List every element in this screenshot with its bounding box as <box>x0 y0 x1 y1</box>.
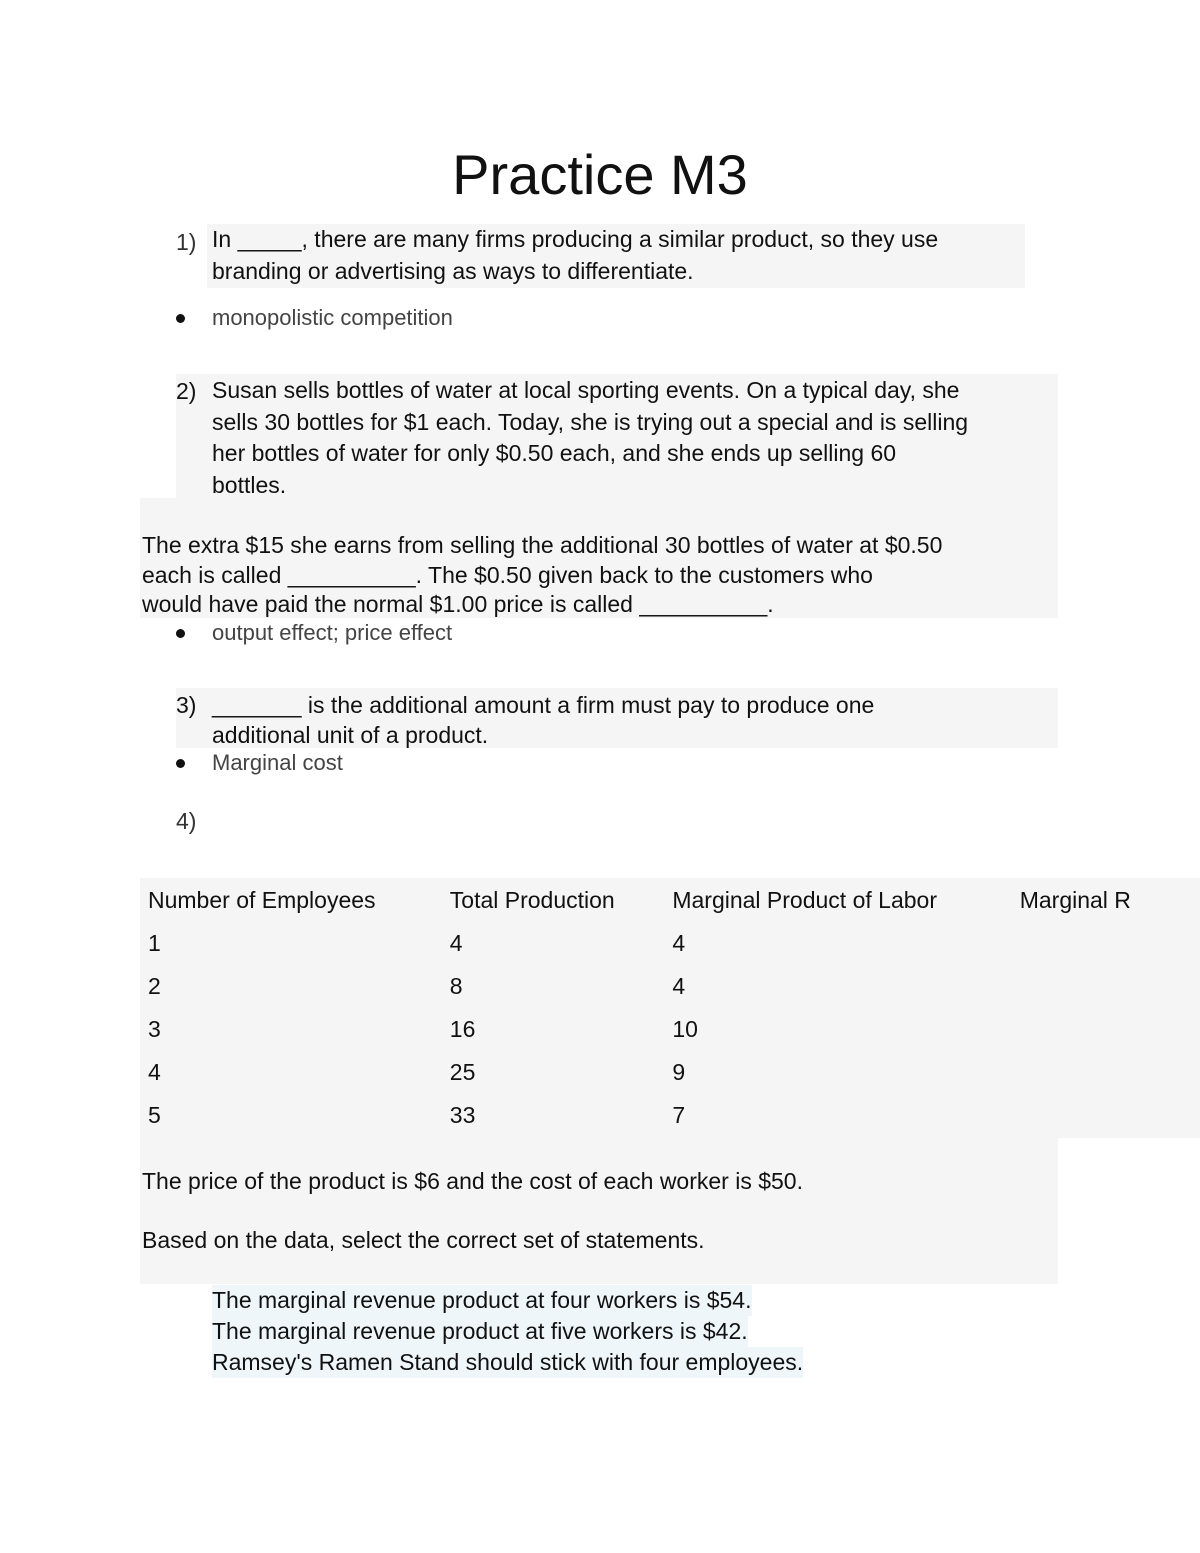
bullet-icon <box>176 629 185 638</box>
table-row <box>148 1094 1200 1137</box>
data-table-wrapper <box>148 879 1200 1137</box>
question-2-line-4: bottles. <box>212 472 287 498</box>
table-cell: 3 <box>148 1016 161 1042</box>
table-cell: 4 <box>672 973 686 999</box>
table-cell <box>1020 1008 1200 1051</box>
statement-item: The marginal revenue product at five workers is $42. <box>212 1316 748 1347</box>
table-cell: 9 <box>672 1059 686 1085</box>
bullet-icon <box>176 759 185 768</box>
bullet-icon <box>176 314 185 323</box>
question-2-line-2: sells 30 bottles for $1 each. Today, she is trying out a special and is selling <box>212 409 969 435</box>
question-3-line-2: additional unit of a product. <box>212 722 489 748</box>
table-cell: 2 <box>148 973 161 999</box>
question-3-answer: Marginal cost <box>212 750 343 775</box>
table-header-cell: Marginal Product of Labor <box>672 887 937 913</box>
table-cell <box>1020 965 1200 1008</box>
table-cell <box>1020 922 1200 965</box>
table-header-cell: Marginal R <box>1019 887 1131 913</box>
table-cell: 10 <box>672 1016 698 1042</box>
question-2-number: 2) <box>176 378 197 404</box>
question-4-price-text: The price of the product is $6 and the cost of each worker is $50. <box>142 1168 803 1194</box>
table-row <box>148 1051 1200 1094</box>
question-2-followup-line-2: each is called __________. The $0.50 given back to the customers who <box>142 562 873 588</box>
table-cell <box>1020 1094 1200 1137</box>
table-cell: 8 <box>449 973 463 999</box>
question-1-answer: monopolistic competition <box>212 305 453 330</box>
table-row <box>148 922 1200 965</box>
question-1-number: 1) <box>176 229 197 255</box>
question-3-number: 3) <box>176 692 197 718</box>
question-2-followup-line-3: would have paid the normal $1.00 price is called __________. <box>142 591 774 617</box>
table-cell: 33 <box>449 1102 476 1128</box>
table-cell: 7 <box>672 1102 686 1128</box>
table-cell: 1 <box>148 930 161 956</box>
table-header-cell: Total Production <box>449 887 615 913</box>
question-2-line-1: Susan sells bottles of water at local sporting events. On a typical day, she <box>212 377 960 403</box>
data-table <box>148 879 1200 1137</box>
question-2-answer: output effect; price effect <box>212 620 453 645</box>
question-2-followup-line-1: The extra $15 she earns from selling the additional 30 bottles of water at $0.50 <box>142 532 943 558</box>
question-1-line-2: branding or advertising as ways to differentiate. <box>212 258 694 284</box>
table-header-row <box>148 879 1200 922</box>
question-4-number: 4) <box>176 808 197 834</box>
table-cell: 4 <box>449 930 463 956</box>
question-4-prompt: Based on the data, select the correct set of statements. <box>142 1227 705 1253</box>
table-row <box>148 1008 1200 1051</box>
question-4-prompt-highlight <box>140 1138 1058 1284</box>
table-cell <box>1020 1051 1200 1094</box>
table-cell: 4 <box>148 1059 161 1085</box>
statement-item: Ramsey's Ramen Stand should stick with four employees. <box>212 1347 803 1378</box>
table-cell: 5 <box>148 1102 161 1128</box>
question-2-line-3: her bottles of water for only $0.50 each, and she ends up selling 60 <box>212 440 897 466</box>
page-title: Practice M3 <box>452 143 748 206</box>
statement-item: The marginal revenue product at four workers is $54. <box>212 1285 752 1316</box>
table-header-cell: Number of Employees <box>148 887 376 913</box>
statement-list <box>212 1285 803 1378</box>
table-row <box>148 965 1200 1008</box>
table-cell: 4 <box>672 930 686 956</box>
question-1-line-1: In _____, there are many firms producing a similar product, so they use <box>212 226 939 252</box>
table-cell: 25 <box>449 1059 476 1085</box>
table-cell: 16 <box>449 1016 476 1042</box>
question-3-line-1: _______ is the additional amount a firm must pay to produce one <box>212 692 875 718</box>
